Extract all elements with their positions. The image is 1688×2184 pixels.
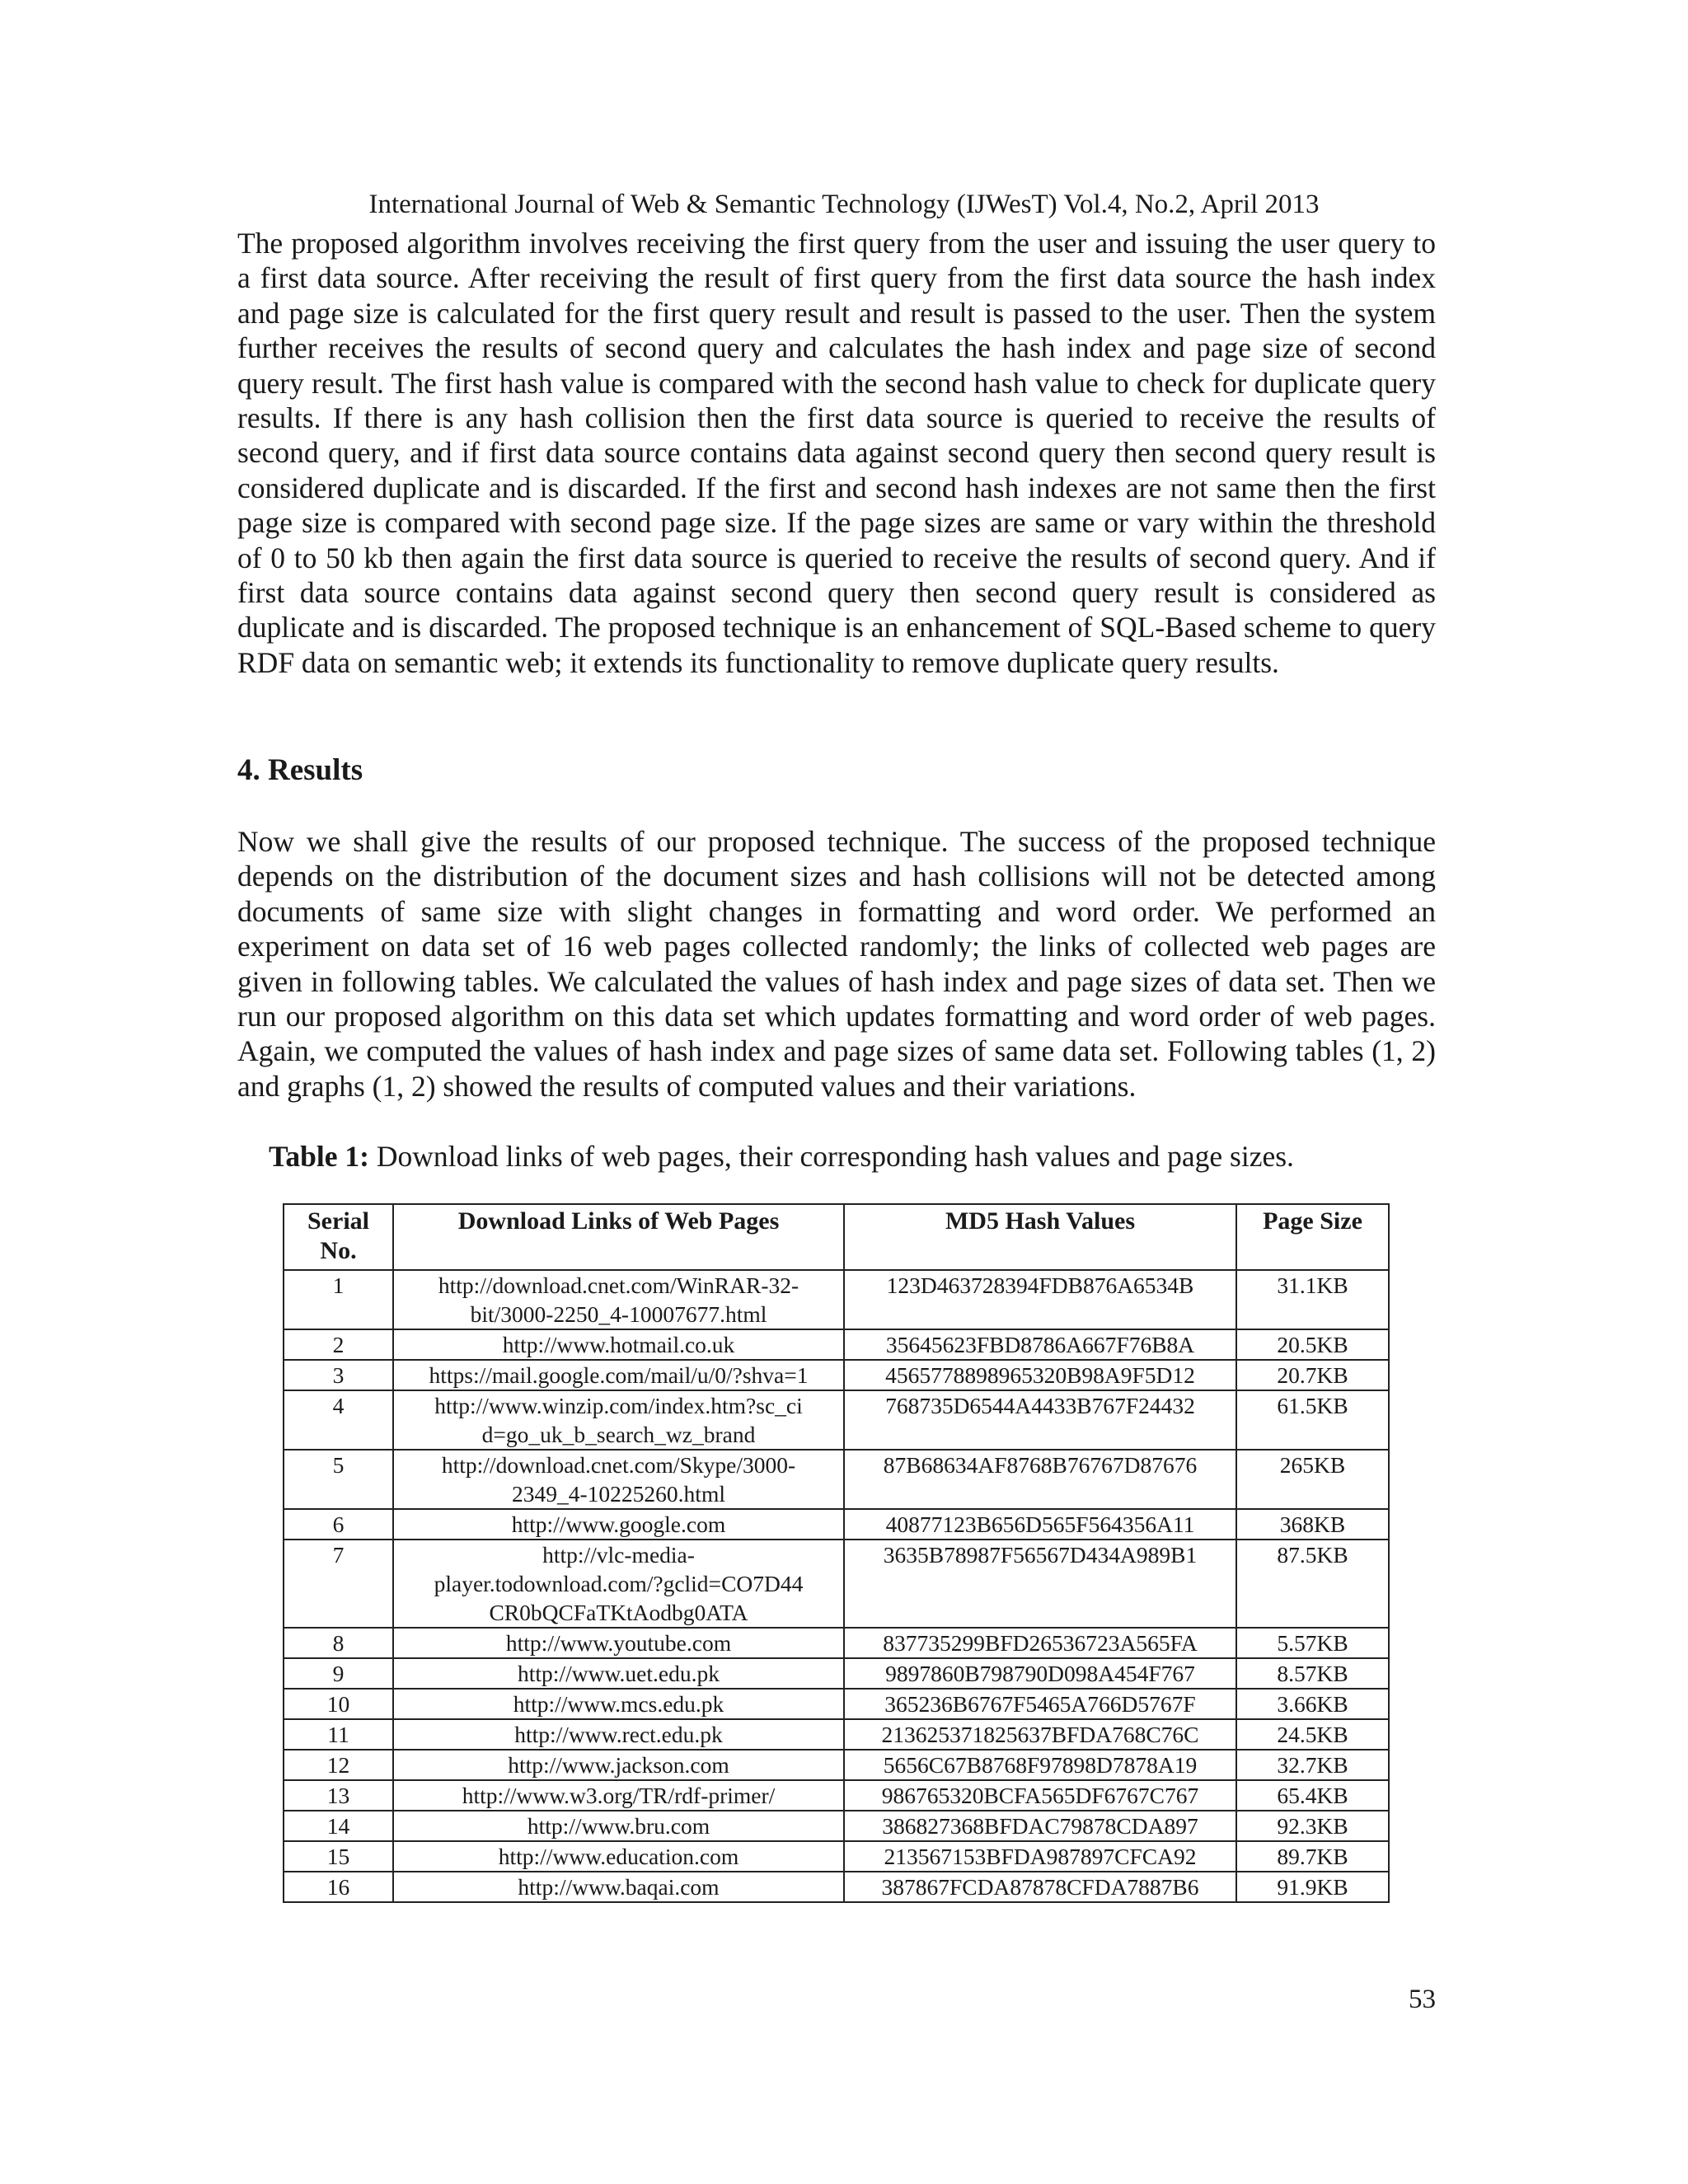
table-row: [284, 1689, 1389, 1719]
cell-link-line: https://mail.google.com/mail/u/0/?shva=1: [429, 1362, 809, 1388]
cell-serial: 11: [284, 1719, 393, 1750]
cell-link: [393, 1329, 844, 1360]
table-row: [284, 1540, 1389, 1628]
cell-link: [393, 1509, 844, 1540]
cell-hash: 213567153BFDA987897CFCA92: [844, 1841, 1236, 1872]
results-table: [283, 1203, 1390, 1903]
table-row: [284, 1780, 1389, 1811]
cell-link-line: http://www.bru.com: [527, 1813, 710, 1839]
table-row: [284, 1360, 1389, 1390]
table-row: [284, 1872, 1389, 1902]
cell-link-line: http://www.google.com: [511, 1511, 726, 1537]
cell-serial: 9: [284, 1658, 393, 1689]
cell-link-line: http://www.mcs.edu.pk: [513, 1691, 724, 1717]
cell-size: 32.7KB: [1236, 1750, 1389, 1780]
cell-hash: 4565778898965320B98A9F5D12: [844, 1360, 1236, 1390]
cell-size: 89.7KB: [1236, 1841, 1389, 1872]
table-row: [284, 1841, 1389, 1872]
cell-size: 8.57KB: [1236, 1658, 1389, 1689]
cell-size: 20.5KB: [1236, 1329, 1389, 1360]
cell-serial: 1: [284, 1270, 393, 1329]
cell-link: [393, 1689, 844, 1719]
cell-serial: 4: [284, 1390, 393, 1450]
page-number: 53: [1409, 1985, 1436, 2014]
table-row: [284, 1628, 1389, 1658]
cell-link-line: 2349_4-10225260.html: [512, 1481, 725, 1507]
cell-hash: 837735299BFD26536723A565FA: [844, 1628, 1236, 1658]
table-caption-text: Download links of web pages, their corresponding hash values and page sizes.: [368, 1140, 1294, 1173]
table-row: [284, 1270, 1389, 1329]
table-header-row: [284, 1204, 1389, 1270]
header-links: Download Links of Web Pages: [393, 1204, 844, 1270]
section-title: 4. Results: [237, 753, 363, 787]
cell-size: 20.7KB: [1236, 1360, 1389, 1390]
cell-serial: 13: [284, 1780, 393, 1811]
cell-link: [393, 1450, 844, 1509]
cell-link: [393, 1270, 844, 1329]
cell-link: [393, 1841, 844, 1872]
cell-serial: 5: [284, 1450, 393, 1509]
cell-serial: 12: [284, 1750, 393, 1780]
cell-hash: 40877123B656D565F564356A11: [844, 1509, 1236, 1540]
cell-hash: 986765320BCFA565DF6767C767: [844, 1780, 1236, 1811]
cell-link: [393, 1780, 844, 1811]
cell-link: [393, 1390, 844, 1450]
cell-hash: 387867FCDA87878CFDA7887B6: [844, 1872, 1236, 1902]
body-paragraph-1: The proposed algorithm involves receiving the first query from the user and issuing the user query to a first data source. After receiving the result of first query from the first data source the hash index and page size is calculated for the first query result and result is passed to the user. Then the system further receives the results of second query and calculates the hash index and page size of second query result. The first hash value is compared with the second hash value to check for duplicate query results. If there is any hash collision then the first data source is queried to receive the results of second query, and if first data source contains data against second query then second query result is considered duplicate and is discarded. If the first and second hash indexes are not same then the first page size is compared with second page size. If the page sizes are same or vary within the threshold of 0 to 50 kb then again the first data source is queried to receive the results of second query. And if first data source contains data against second query then second query result is considered as duplicate and is discarded. The proposed technique is an enhancement of SQL-Based scheme to query RDF data on semantic web; it extends its functionality to remove duplicate query results.: [237, 227, 1436, 679]
cell-hash: 9897860B798790D098A454F767: [844, 1658, 1236, 1689]
cell-link-line: http://www.w3.org/TR/rdf-primer/: [462, 1783, 776, 1808]
cell-link-line: http://www.baqai.com: [518, 1874, 720, 1900]
cell-size: 5.57KB: [1236, 1628, 1389, 1658]
table-row: [284, 1658, 1389, 1689]
cell-hash: 365236B6767F5465A766D5767F: [844, 1689, 1236, 1719]
cell-serial: 3: [284, 1360, 393, 1390]
table-row: [284, 1811, 1389, 1841]
header-serial-line2: No.: [320, 1237, 357, 1264]
table-row: [284, 1509, 1389, 1540]
cell-size: 61.5KB: [1236, 1390, 1389, 1450]
cell-size: 368KB: [1236, 1509, 1389, 1540]
table-caption: [269, 1139, 1294, 1174]
cell-link: [393, 1540, 844, 1628]
cell-size: 65.4KB: [1236, 1780, 1389, 1811]
header-size: Page Size: [1236, 1204, 1389, 1270]
cell-link: [393, 1628, 844, 1658]
cell-link-line: bit/3000-2250_4-10007677.html: [470, 1301, 767, 1327]
cell-link-line: http://www.education.com: [498, 1844, 739, 1869]
cell-link-line: http://download.cnet.com/WinRAR-32-: [438, 1272, 799, 1298]
cell-hash: 87B68634AF8768B76767D87676: [844, 1450, 1236, 1509]
cell-link-line: http://www.hotmail.co.uk: [502, 1332, 735, 1357]
cell-link-line: CR0bQCFaTKtAodbg0ATA: [489, 1600, 748, 1625]
cell-link: [393, 1872, 844, 1902]
table-body: [284, 1270, 1389, 1902]
cell-serial: 8: [284, 1628, 393, 1658]
cell-serial: 2: [284, 1329, 393, 1360]
cell-link: [393, 1360, 844, 1390]
cell-link-line: http://www.jackson.com: [508, 1752, 729, 1778]
header-serial: [284, 1204, 393, 1270]
cell-serial: 14: [284, 1811, 393, 1841]
cell-size: 31.1KB: [1236, 1270, 1389, 1329]
cell-size: 24.5KB: [1236, 1719, 1389, 1750]
table-row: [284, 1390, 1389, 1450]
table-caption-label: Table 1:: [269, 1140, 369, 1173]
cell-link-line: d=go_uk_b_search_wz_brand: [481, 1422, 756, 1447]
running-header: International Journal of Web & Semantic Technology (IJWesT) Vol.4, No.2, April 2013: [368, 190, 1320, 219]
body-paragraph-2: Now we shall give the results of our proposed technique. The success of the proposed technique depends on the distribution of the document sizes and hash collisions will not be detected among documents of same size with slight changes in formatting and word order. We performed an experiment on data set of 16 web pages collected randomly; the links of collected web pages are given in following tables. We calculated the values of hash index and page sizes of data set. Then we run our proposed algorithm on this data set which updates formatting and word order of web pages. Again, we computed the values of hash index and page sizes of same data set. Following tables (1, 2) and graphs (1, 2) showed the results of computed values and their variations.: [237, 825, 1436, 1103]
cell-hash: 3635B78987F56567D434A989B1: [844, 1540, 1236, 1628]
cell-serial: 16: [284, 1872, 393, 1902]
cell-serial: 6: [284, 1509, 393, 1540]
cell-link-line: http://vlc-media-: [542, 1542, 695, 1568]
cell-size: 87.5KB: [1236, 1540, 1389, 1628]
cell-size: 92.3KB: [1236, 1811, 1389, 1841]
cell-serial: 15: [284, 1841, 393, 1872]
cell-hash: 386827368BFDAC79878CDA897: [844, 1811, 1236, 1841]
cell-link-line: http://www.rect.edu.pk: [514, 1722, 723, 1747]
cell-link-line: http://download.cnet.com/Skype/3000-: [441, 1452, 796, 1478]
cell-link: [393, 1750, 844, 1780]
cell-link-line: http://www.winzip.com/index.htm?sc_ci: [434, 1393, 803, 1418]
cell-link-line: http://www.uet.edu.pk: [518, 1661, 720, 1686]
cell-link: [393, 1658, 844, 1689]
cell-serial: 10: [284, 1689, 393, 1719]
cell-size: 265KB: [1236, 1450, 1389, 1509]
cell-size: 91.9KB: [1236, 1872, 1389, 1902]
cell-hash: 5656C67B8768F97898D7878A19: [844, 1750, 1236, 1780]
cell-size: 3.66KB: [1236, 1689, 1389, 1719]
header-serial-line1: Serial: [307, 1207, 369, 1235]
table-row: [284, 1450, 1389, 1509]
cell-link: [393, 1811, 844, 1841]
cell-link: [393, 1719, 844, 1750]
table-row: [284, 1329, 1389, 1360]
table-row: [284, 1719, 1389, 1750]
cell-hash: 123D463728394FDB876A6534B: [844, 1270, 1236, 1329]
cell-hash: 35645623FBD8786A667F76B8A: [844, 1329, 1236, 1360]
cell-serial: 7: [284, 1540, 393, 1628]
table-row: [284, 1750, 1389, 1780]
cell-link-line: http://www.youtube.com: [505, 1630, 732, 1656]
cell-link-line: player.todownload.com/?gclid=CO7D44: [434, 1571, 804, 1596]
cell-hash: 213625371825637BFDA768C76C: [844, 1719, 1236, 1750]
header-hash: MD5 Hash Values: [844, 1204, 1236, 1270]
cell-hash: 768735D6544A4433B767F24432: [844, 1390, 1236, 1450]
